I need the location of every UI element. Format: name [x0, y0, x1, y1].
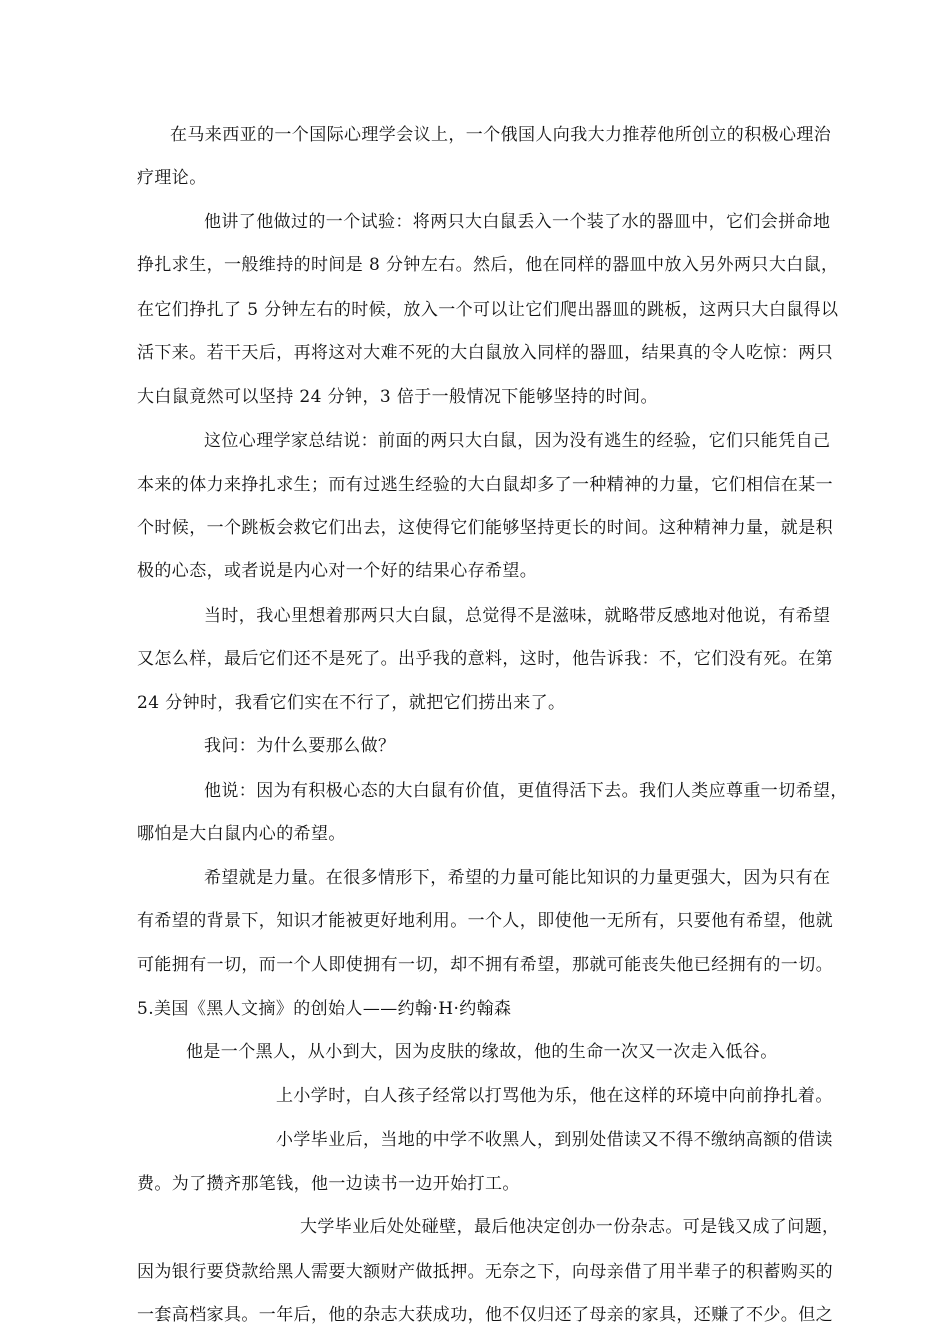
paragraph-line: 这位心理学家总结说：前面的两只大白鼠，因为没有逃生的经验，它们只能凭自己 — [204, 431, 831, 451]
paragraph-line: 又怎么样，最后它们还不是死了。出乎我的意料，这时，他告诉我：不，它们没有死。在第 — [137, 649, 833, 669]
paragraph-line: 大学毕业后处处碰壁，最后他决定创办一份杂志。可是钱又成了问题， — [300, 1217, 840, 1237]
paragraph-line: 上小学时，白人孩子经常以打骂他为乐，他在这样的环境中向前挣扎着。 — [276, 1086, 833, 1106]
paragraph-line: 我问：为什么要那么做？ — [204, 736, 396, 756]
paragraph-line: 他讲了他做过的一个试验：将两只大白鼠丢入一个装了水的器皿中，它们会拼命地 — [204, 212, 831, 232]
paragraph-line: 他说：因为有积极心态的大白鼠有价值，更值得活下去。我们人类应尊重一切希望， — [204, 781, 848, 801]
paragraph-line: 在马来西亚的一个国际心理学会议上，一个俄国人向我大力推荐他所创立的积极心理治 — [170, 125, 832, 145]
paragraph-line: 费。为了攒齐那笔钱，他一边读书一边开始打工。 — [137, 1174, 520, 1194]
paragraph-line: 因为银行要贷款给黑人需要大额财产做抵押。无奈之下，向母亲借了用半辈子的积蓄购买的 — [137, 1262, 833, 1282]
paragraph-line: 小学毕业后，当地的中学不收黑人，到别处借读又不得不缴纳高额的借读 — [276, 1130, 833, 1150]
paragraph-line: 活下来。若干天后，再将这对大难不死的大白鼠放入同样的器皿，结果真的令人吃惊：两只 — [137, 343, 833, 363]
paragraph-line: 可能拥有一切，而一个人即使拥有一切，却不拥有希望，那就可能丧失他已经拥有的一切。 — [137, 955, 833, 975]
paragraph-line: 他是一个黑人，从小到大，因为皮肤的缘故，他的生命一次又一次走入低谷。 — [186, 1042, 778, 1062]
paragraph-line: 一套高档家具。一年后，他的杂志大获成功，他不仅归还了母亲的家具，还赚了不少。但之 — [137, 1305, 833, 1325]
paragraph-line: 当时，我心里想着那两只大白鼠，总觉得不是滋味，就略带反感地对他说，有希望 — [204, 606, 831, 626]
paragraph-line: 哪怕是大白鼠内心的希望。 — [137, 824, 346, 844]
paragraph-line: 在它们挣扎了 5 分钟左右的时候，放入一个可以让它们爬出器皿的跳板，这两只大白鼠得以 — [137, 300, 839, 320]
paragraph-line: 大白鼠竟然可以坚持 24 分钟，3 倍于一般情况下能够坚持的时间。 — [137, 387, 658, 407]
paragraph-line: 疗理论。 — [137, 168, 207, 188]
paragraph-line: 有希望的背景下，知识才能被更好地利用。一个人，即使他一无所有，只要他有希望，他就 — [137, 911, 833, 931]
section-heading: 5.美国《黑人文摘》的创始人——约翰·H·约翰森 — [137, 999, 512, 1019]
paragraph-line: 希望就是力量。在很多情形下，希望的力量可能比知识的力量更强大，因为只有在 — [204, 868, 831, 888]
paragraph-line: 极的心态，或者说是内心对一个好的结果心存希望。 — [137, 561, 538, 581]
paragraph-line: 个时候，一个跳板会救它们出去，这使得它们能够坚持更长的时间。这种精神力量，就是积 — [137, 518, 833, 538]
paragraph-line: 本来的体力来挣扎求生；而有过逃生经验的大白鼠却多了一种精神的力量，它们相信在某一 — [137, 475, 833, 495]
paragraph-line: 挣扎求生，一般维持的时间是 8 分钟左右。然后，他在同样的器皿中放入另外两只大白鼠， — [137, 255, 839, 275]
paragraph-line: 24 分钟时，我看它们实在不行了，就把它们捞出来了。 — [137, 693, 566, 713]
